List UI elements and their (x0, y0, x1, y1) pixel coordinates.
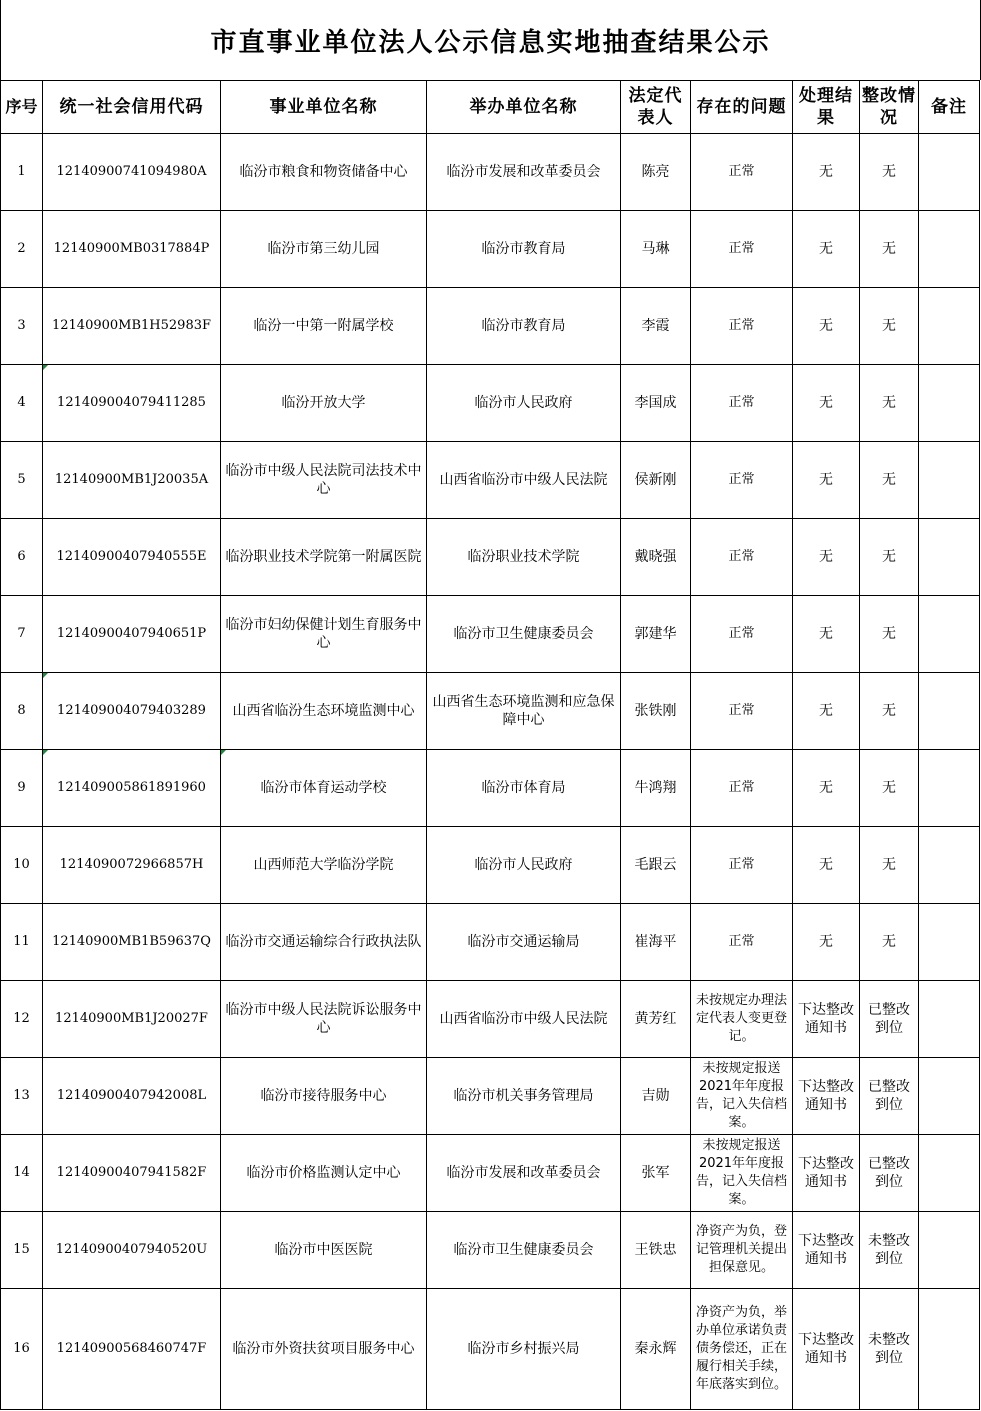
cell-code: 12140900MB0317884P (43, 211, 221, 288)
cell-code: 12140900741094980A (43, 134, 221, 211)
cell-name: 临汾市中医医院 (221, 1212, 427, 1289)
cell-issue: 正常 (691, 673, 793, 750)
header-seq: 序号 (1, 81, 43, 134)
cell-rep: 戴晓强 (621, 519, 691, 596)
cell-name: 临汾市体育运动学校 (221, 750, 427, 827)
cell-fix: 无 (860, 211, 919, 288)
cell-fix: 无 (860, 750, 919, 827)
cell-name: 临汾职业技术学院第一附属医院 (221, 519, 427, 596)
cell-name: 临汾市粮食和物资储备中心 (221, 134, 427, 211)
cell-fix: 未整改到位 (860, 1212, 919, 1289)
cell-result: 无 (793, 673, 860, 750)
cell-issue: 未按规定报送2021年年度报告，记入失信档案。 (691, 1135, 793, 1212)
cell-issue: 正常 (691, 519, 793, 596)
cell-note (919, 519, 980, 596)
cell-rep: 李霞 (621, 288, 691, 365)
cell-note (919, 134, 980, 211)
cell-name: 临汾市中级人民法院诉讼服务中心 (221, 981, 427, 1058)
cell-rep: 秦永辉 (621, 1289, 691, 1410)
cell-rep: 牛鸿翔 (621, 750, 691, 827)
table-row (1, 596, 980, 673)
cell-result: 无 (793, 750, 860, 827)
cell-result: 下达整改通知书 (793, 1135, 860, 1212)
cell-fix: 无 (860, 288, 919, 365)
cell-issue: 正常 (691, 134, 793, 211)
cell-seq: 1 (1, 134, 43, 211)
cell-note (919, 288, 980, 365)
results-table (0, 80, 980, 1410)
cell-host: 山西省生态环境监测和应急保障中心 (427, 673, 621, 750)
cell-issue: 未按规定报送2021年年度报告，记入失信档案。 (691, 1058, 793, 1135)
cell-name: 临汾开放大学 (221, 365, 427, 442)
cell-name: 临汾市第三幼儿园 (221, 211, 427, 288)
cell-issue: 未按规定办理法定代表人变更登记。 (691, 981, 793, 1058)
cell-rep: 陈亮 (621, 134, 691, 211)
cell-code: 121409004079403289 (43, 673, 221, 750)
cell-issue: 净资产为负，登记管理机关提出担保意见。 (691, 1212, 793, 1289)
cell-result: 无 (793, 596, 860, 673)
cell-name: 山西省临汾生态环境监测中心 (221, 673, 427, 750)
table-row (1, 1289, 980, 1410)
cell-host: 临汾市教育局 (427, 288, 621, 365)
cell-issue: 正常 (691, 288, 793, 365)
cell-rep: 王铁忠 (621, 1212, 691, 1289)
cell-issue: 正常 (691, 596, 793, 673)
cell-seq: 3 (1, 288, 43, 365)
table-row (1, 673, 980, 750)
cell-rep: 郭建华 (621, 596, 691, 673)
cell-host: 临汾市体育局 (427, 750, 621, 827)
cell-result: 无 (793, 904, 860, 981)
cell-note (919, 1058, 980, 1135)
table-row (1, 981, 980, 1058)
cell-name: 临汾一中第一附属学校 (221, 288, 427, 365)
cell-fix: 未整改到位 (860, 1289, 919, 1410)
table-row (1, 1058, 980, 1135)
cell-rep: 崔海平 (621, 904, 691, 981)
cell-issue: 净资产为负，举办单位承诺负责债务偿还，正在履行相关手续，年底落实到位。 (691, 1289, 793, 1410)
cell-note (919, 750, 980, 827)
cell-code: 121409005861891960 (43, 750, 221, 827)
cell-result: 下达整改通知书 (793, 1289, 860, 1410)
header-result: 处理结果 (793, 81, 860, 134)
cell-issue: 正常 (691, 827, 793, 904)
cell-rep: 侯新刚 (621, 442, 691, 519)
cell-code: 12140900MB1J20027F (43, 981, 221, 1058)
cell-fix: 无 (860, 904, 919, 981)
cell-code: 12140900407940520U (43, 1212, 221, 1289)
cell-seq: 9 (1, 750, 43, 827)
cell-fix: 无 (860, 673, 919, 750)
header-row (1, 81, 980, 134)
cell-name: 临汾市价格监测认定中心 (221, 1135, 427, 1212)
cell-note (919, 596, 980, 673)
cell-host: 临汾市卫生健康委员会 (427, 596, 621, 673)
cell-name: 临汾市交通运输综合行政执法队 (221, 904, 427, 981)
cell-seq: 12 (1, 981, 43, 1058)
cell-code: 12140900407942008L (43, 1058, 221, 1135)
cell-note (919, 904, 980, 981)
cell-host: 临汾市机关事务管理局 (427, 1058, 621, 1135)
cell-name: 临汾市中级人民法院司法技术中心 (221, 442, 427, 519)
cell-rep: 李国成 (621, 365, 691, 442)
table-row (1, 750, 980, 827)
table-row (1, 288, 980, 365)
header-issue: 存在的问题 (691, 81, 793, 134)
cell-seq: 5 (1, 442, 43, 519)
cell-issue: 正常 (691, 365, 793, 442)
cell-note (919, 1212, 980, 1289)
cell-name: 临汾市接待服务中心 (221, 1058, 427, 1135)
cell-code: 12140900568460747F (43, 1289, 221, 1410)
cell-result: 下达整改通知书 (793, 981, 860, 1058)
cell-result: 下达整改通知书 (793, 1212, 860, 1289)
cell-code: 121409004079411285 (43, 365, 221, 442)
header-code: 统一社会信用代码 (43, 81, 221, 134)
cell-seq: 11 (1, 904, 43, 981)
cell-issue: 正常 (691, 750, 793, 827)
table-body (1, 134, 980, 1410)
cell-seq: 14 (1, 1135, 43, 1212)
header-host: 举办单位名称 (427, 81, 621, 134)
cell-name: 山西师范大学临汾学院 (221, 827, 427, 904)
cell-note (919, 1135, 980, 1212)
cell-code: 1214090072966857H (43, 827, 221, 904)
header-note: 备注 (919, 81, 980, 134)
cell-host: 山西省临汾市中级人民法院 (427, 442, 621, 519)
cell-host: 山西省临汾市中级人民法院 (427, 981, 621, 1058)
header-name: 事业单位名称 (221, 81, 427, 134)
cell-seq: 2 (1, 211, 43, 288)
cell-note (919, 827, 980, 904)
cell-fix: 无 (860, 134, 919, 211)
cell-note (919, 442, 980, 519)
table-row (1, 519, 980, 596)
header-rep: 法定代表人 (621, 81, 691, 134)
cell-result: 无 (793, 365, 860, 442)
cell-host: 临汾职业技术学院 (427, 519, 621, 596)
cell-seq: 7 (1, 596, 43, 673)
cell-result: 无 (793, 442, 860, 519)
cell-issue: 正常 (691, 442, 793, 519)
table-row (1, 442, 980, 519)
cell-name: 临汾市妇幼保健计划生育服务中心 (221, 596, 427, 673)
cell-rep: 黄芳红 (621, 981, 691, 1058)
cell-code: 12140900MB1J20035A (43, 442, 221, 519)
cell-host: 临汾市人民政府 (427, 365, 621, 442)
cell-fix: 无 (860, 596, 919, 673)
cell-host: 临汾市发展和改革委员会 (427, 134, 621, 211)
cell-fix: 无 (860, 519, 919, 596)
cell-host: 临汾市人民政府 (427, 827, 621, 904)
page-title: 市直事业单位法人公示信息实地抽查结果公示 (210, 27, 771, 58)
cell-host: 临汾市交通运输局 (427, 904, 621, 981)
cell-code: 12140900407940555E (43, 519, 221, 596)
cell-host: 临汾市发展和改革委员会 (427, 1135, 621, 1212)
cell-host: 临汾市卫生健康委员会 (427, 1212, 621, 1289)
cell-fix: 已整改到位 (860, 1135, 919, 1212)
cell-result: 无 (793, 827, 860, 904)
cell-fix: 已整改到位 (860, 1058, 919, 1135)
cell-rep: 毛跟云 (621, 827, 691, 904)
cell-result: 无 (793, 211, 860, 288)
cell-rep: 张军 (621, 1135, 691, 1212)
cell-fix: 无 (860, 442, 919, 519)
cell-code: 12140900MB1H52983F (43, 288, 221, 365)
header-fix: 整改情况 (860, 81, 919, 134)
table-row (1, 365, 980, 442)
cell-note (919, 211, 980, 288)
cell-fix: 无 (860, 365, 919, 442)
cell-seq: 16 (1, 1289, 43, 1410)
cell-note (919, 1289, 980, 1410)
cell-seq: 10 (1, 827, 43, 904)
table-row (1, 134, 980, 211)
cell-note (919, 981, 980, 1058)
cell-result: 下达整改通知书 (793, 1058, 860, 1135)
cell-rep: 吉勋 (621, 1058, 691, 1135)
cell-issue: 正常 (691, 904, 793, 981)
table-row (1, 1212, 980, 1289)
table-row (1, 904, 980, 981)
cell-fix: 无 (860, 827, 919, 904)
cell-seq: 4 (1, 365, 43, 442)
cell-code: 12140900407941582F (43, 1135, 221, 1212)
cell-result: 无 (793, 519, 860, 596)
table-row (1, 827, 980, 904)
cell-note (919, 365, 980, 442)
cell-result: 无 (793, 288, 860, 365)
cell-seq: 8 (1, 673, 43, 750)
cell-seq: 13 (1, 1058, 43, 1135)
cell-result: 无 (793, 134, 860, 211)
cell-note (919, 673, 980, 750)
cell-name: 临汾市外资扶贫项目服务中心 (221, 1289, 427, 1410)
cell-rep: 张铁刚 (621, 673, 691, 750)
cell-host: 临汾市乡村振兴局 (427, 1289, 621, 1410)
cell-fix: 已整改到位 (860, 981, 919, 1058)
table-row (1, 211, 980, 288)
table-row (1, 1135, 980, 1212)
cell-code: 12140900MB1B59637Q (43, 904, 221, 981)
cell-seq: 6 (1, 519, 43, 596)
cell-rep: 马琳 (621, 211, 691, 288)
cell-issue: 正常 (691, 211, 793, 288)
cell-host: 临汾市教育局 (427, 211, 621, 288)
title-bar (0, 0, 981, 80)
cell-code: 12140900407940651P (43, 596, 221, 673)
cell-seq: 15 (1, 1212, 43, 1289)
